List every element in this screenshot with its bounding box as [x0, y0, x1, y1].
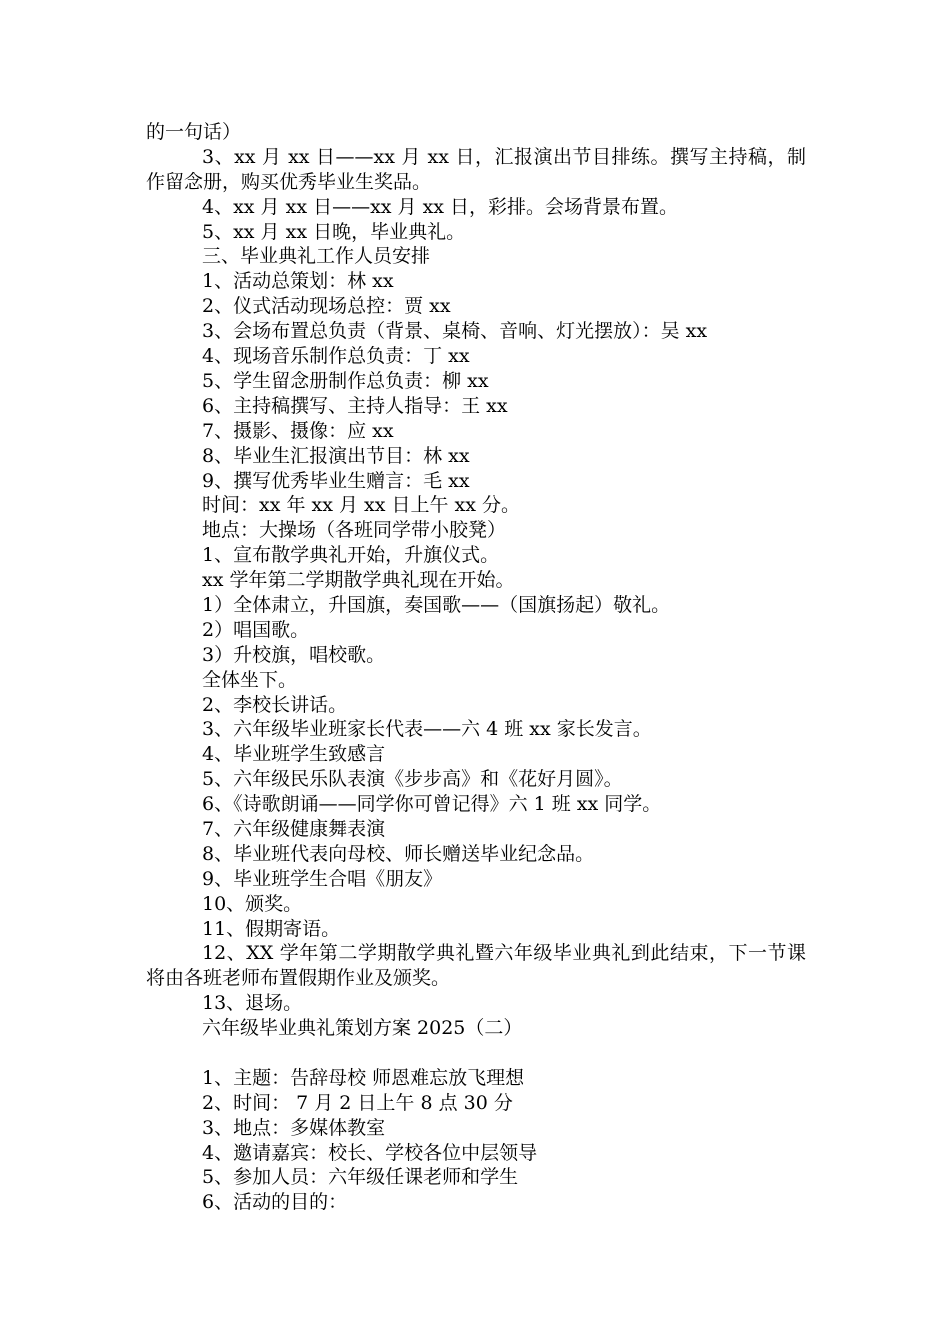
text-line: 8、毕业班代表向母校、师长赠送毕业纪念品。 — [202, 842, 595, 865]
text-line: 8、毕业生汇报演出节目：林 xx — [202, 444, 470, 467]
text-line: 5、六年级民乐队表演《步步高》和《花好月圆》。 — [202, 768, 623, 791]
text-line: 时间：xx 年 xx 月 xx 日上午 xx 分。 — [202, 494, 521, 517]
text-line: 4、现场音乐制作总负责：丁 xx — [202, 345, 470, 368]
text-line: 6、主持稿撰写、主持人指导：王 xx — [202, 394, 508, 417]
text-line: 13、退场。 — [202, 992, 303, 1015]
text-line: 7、摄影、摄像：应 xx — [202, 419, 394, 442]
text-line: 9、撰写优秀毕业生赠言：毛 xx — [202, 469, 470, 492]
text-line: 3、六年级毕业班家长代表——六 4 班 xx 家长发言。 — [202, 718, 652, 741]
text-line: 2、仪式活动现场总控：贾 xx — [202, 295, 451, 318]
text-line: 1、宣布散学典礼开始，升旗仪式。 — [202, 544, 500, 567]
text-line: 6、活动的目的： — [202, 1191, 348, 1214]
text-line: xx 学年第二学期散学典礼现在开始。 — [202, 569, 515, 592]
text-line: 地点：大操场（各班同学带小胶凳） — [202, 519, 507, 542]
text-line: 4、毕业班学生致感言 — [202, 743, 386, 766]
blank-line — [146, 1041, 806, 1066]
text-line: 5、xx 月 xx 日晚，毕业典礼。 — [202, 220, 466, 243]
text-line: 12、XX 学年第二学期散学典礼暨六年级毕业典礼到此结束，下一节课将由各班老师布置假期作业及颁奖。 — [146, 942, 806, 990]
section-heading: 六年级毕业典礼策划方案 2025（二） — [202, 1017, 523, 1040]
text-line: 的一句话） — [146, 121, 242, 143]
text-line: 3、地点：多媒体教室 — [202, 1116, 386, 1139]
text-line: 4、邀请嘉宾：校长、学校各位中层领导 — [202, 1141, 538, 1164]
text-line: 3）升校旗，唱校歌。 — [202, 643, 386, 666]
text-line: 3、xx 月 xx 日——xx 月 xx 日，汇报演出节目排练。撰写主持稿，制作留念册，购买优秀毕业生奖品。 — [146, 145, 806, 193]
text-line: 7、六年级健康舞表演 — [202, 817, 386, 840]
text-line: 1、主题：告辞母校 师恩难忘放飞理想 — [202, 1066, 525, 1089]
text-line: 2）唱国歌。 — [202, 618, 310, 641]
text-line: 1）全体肃立，升国旗，奏国歌——（国旗扬起）敬礼。 — [202, 593, 671, 616]
text-line: 1、活动总策划：林 xx — [202, 270, 394, 293]
text-line: 6、《诗歌朗诵——同学你可曾记得》六 1 班 xx 同学。 — [202, 793, 662, 816]
text-line: 9、毕业班学生合唱《朋友》 — [202, 867, 443, 890]
text-line: 10、颁奖。 — [202, 892, 303, 915]
text-line: 2、时间： 7 月 2 日上午 8 点 30 分 — [202, 1091, 513, 1114]
text-line: 2、李校长讲话。 — [202, 693, 348, 716]
text-line: 全体坐下。 — [202, 668, 298, 691]
document-body — [146, 120, 806, 1215]
section-heading: 三、毕业典礼工作人员安排 — [202, 245, 431, 268]
text-line: 11、假期寄语。 — [202, 917, 341, 940]
text-line: 3、会场布置总负责（背景、桌椅、音响、灯光摆放）：吴 xx — [202, 320, 708, 343]
text-line: 4、xx 月 xx 日——xx 月 xx 日，彩排。会场背景布置。 — [202, 195, 679, 218]
text-line: 5、参加人员：六年级任课老师和学生 — [202, 1166, 519, 1189]
text-line: 5、学生留念册制作总负责：柳 xx — [202, 369, 489, 392]
